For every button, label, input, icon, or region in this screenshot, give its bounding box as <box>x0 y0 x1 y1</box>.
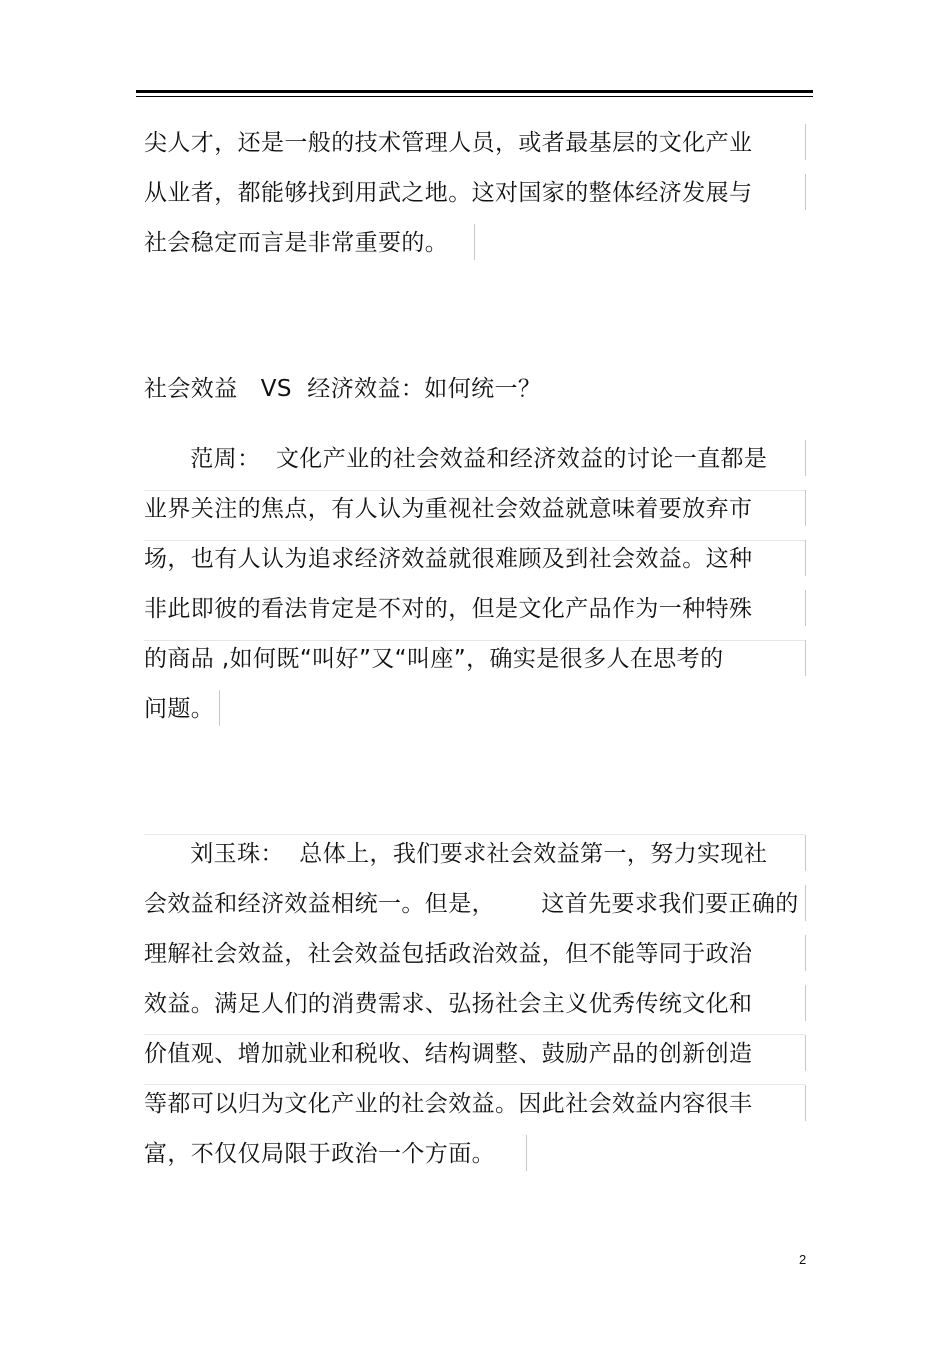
section-heading: 社会效益 VS 经济效益：如何统一？ <box>144 376 542 402</box>
text-box-edge <box>526 1135 527 1171</box>
paragraph-2-line-4: 非此即彼的看法肯定是不对的，但是文化产品作为一种特殊 <box>144 596 753 622</box>
paragraph-3-line-2: 会效益和经济效益相统一。但是， 这首先要求我们要正确的 <box>144 891 799 917</box>
paragraph-2-line-1: 范周： 文化产业的社会效益和经济效益的讨论一直都是 <box>144 446 768 472</box>
paragraph-1-line-2: 从业者，都能够找到用武之地。这对国家的整体经济发展与 <box>144 180 753 206</box>
paragraph-3-line-1: 刘玉珠： 总体上，我们要求社会效益第一，努力实现社 <box>144 841 768 867</box>
header-rule-thin <box>136 96 813 97</box>
paragraph-2-line-6: 问题。 <box>144 696 215 722</box>
text-box-edge <box>805 1085 806 1121</box>
text-box-edge <box>805 885 806 921</box>
paragraph-3-line-6: 等都可以归为文化产业的社会效益。因此社会效益内容很丰 <box>144 1091 753 1117</box>
text-box-edge <box>219 690 220 726</box>
paragraph-1-line-1: 尖人才，还是一般的技术管理人员，或者最基层的文化产业 <box>144 130 753 156</box>
text-box-edge <box>144 834 805 835</box>
paragraph-2-line-2: 业界关注的焦点，有人认为重视社会效益就意味着要放弃市 <box>144 496 753 522</box>
text-box-edge <box>144 1084 805 1085</box>
text-box-edge <box>805 590 806 626</box>
text-box-edge <box>805 640 806 676</box>
paragraph-3-line-5: 价值观、增加就业和税收、结构调整、鼓励产品的创新创造 <box>144 1041 753 1067</box>
text-box-edge <box>474 224 475 260</box>
text-box-edge <box>805 490 806 526</box>
page-number: 2 <box>799 1252 807 1267</box>
paragraph-2-line-3: 场，也有人认为追求经济效益就很难顾及到社会效益。这种 <box>144 546 753 572</box>
header-rule-thick <box>136 90 813 93</box>
text-box-edge <box>805 540 806 576</box>
paragraph-3-line-3: 理解社会效益，社会效益包括政治效益，但不能等同于政治 <box>144 941 753 967</box>
text-box-edge <box>144 540 805 541</box>
paragraph-3-line-7: 富，不仅仅局限于政治一个方面。 <box>144 1141 495 1167</box>
paragraph-1-line-3: 社会稳定而言是非常重要的。 <box>144 230 449 256</box>
text-box-edge <box>805 124 806 160</box>
text-box-edge <box>805 1035 806 1071</box>
text-box-edge <box>805 174 806 210</box>
text-box-edge <box>144 490 805 491</box>
text-box-edge <box>805 835 806 871</box>
text-box-edge <box>144 640 805 641</box>
paragraph-3-line-4: 效益。满足人们的消费需求、弘扬社会主义优秀传统文化和 <box>144 991 753 1017</box>
text-box-edge <box>805 440 806 476</box>
text-box-edge <box>144 1034 805 1035</box>
text-box-edge <box>805 985 806 1021</box>
paragraph-2-line-5: 的商品 ,如何既“叫好”又“叫座”，确实是很多人在思考的 <box>144 646 724 672</box>
text-box-edge <box>805 935 806 971</box>
